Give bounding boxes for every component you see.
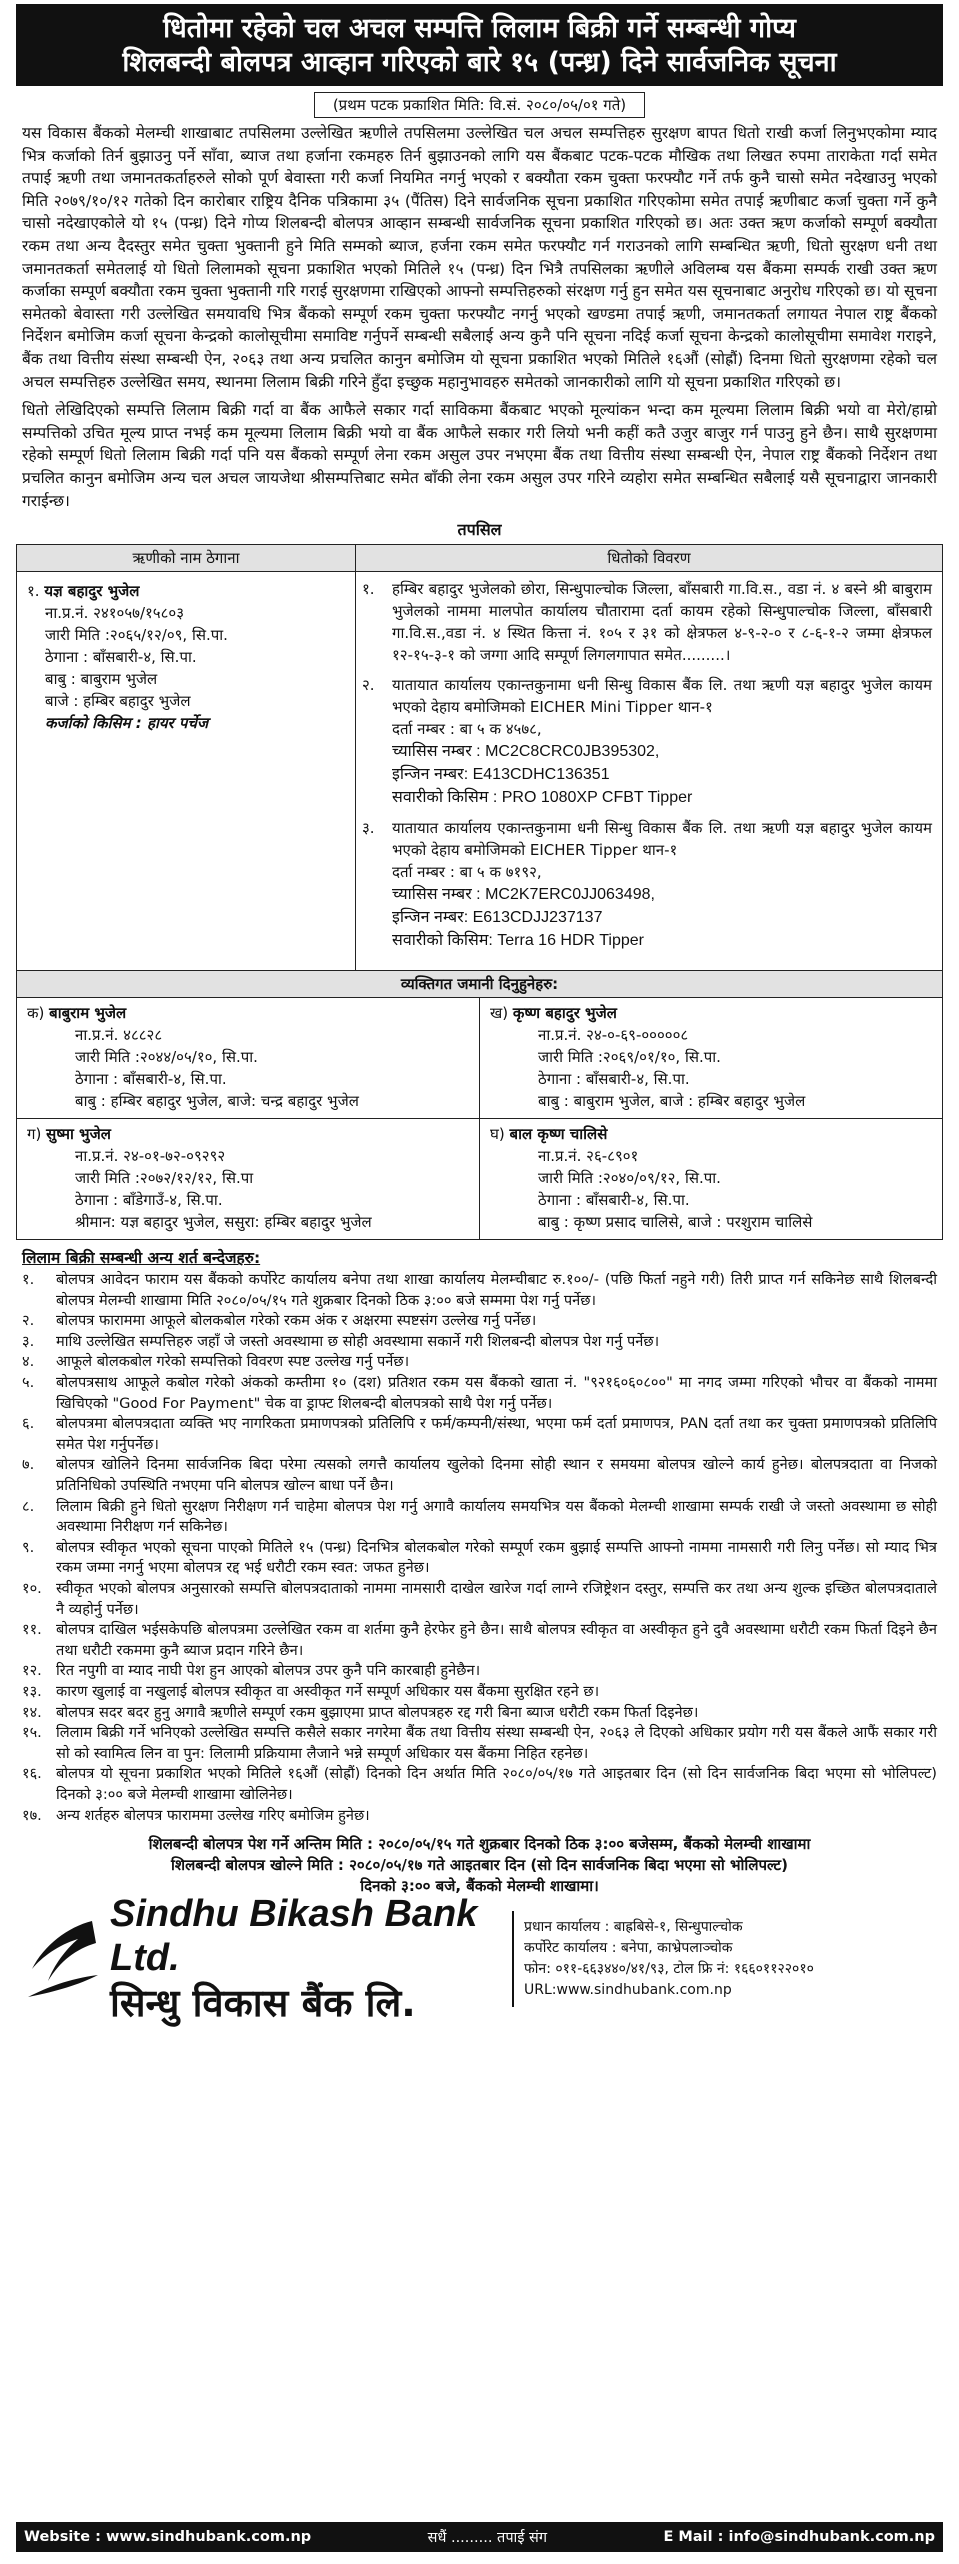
- condition-number: १.: [22, 1271, 35, 1289]
- divider: [512, 1911, 514, 2007]
- title-line-1: धितोमा रहेको चल अचल सम्पत्ति लिलाम बिक्री गर्ने सम्बन्धी गोप्य: [163, 13, 796, 44]
- guarantor-card: घ) बाल कृष्ण चालिसे ना.प्र.नं. २६-८९०१ जारी मिति :२०४०/०९/१२, सि.पा. ठेगाना : बाँसबारी-४, सि.पा. बाबु : कृष्ण प्रसाद चालिसे, बाजे : परशुराम चालिसे: [480, 1119, 943, 1240]
- vehicle-reg: दर्ता नम्बर : बा ५ क ४५७८,: [392, 720, 542, 739]
- vehicle-model: सवारीको किसिम : PRO 1080XP CFBT Tipper: [392, 789, 693, 807]
- condition-text: बोलपत्र आवेदन फाराम यस बैंकको कर्पोरेट कार्यालय बनेपा तथा शाखा कार्यालय मेलम्चीबाट रु.१००/- (पछि फिर्ता नहुने गरी) तिरी प्राप्त गर्न सकिनेछ साथै शिलबन्दी बोलपत्र मेलम्ची शाखामा मिति २०८०/०५/१५ गते शुक्रबार दिनको ठिक ३:०० बजे सम्ममा पेश गर्नु पर्नेछ।: [56, 1271, 937, 1309]
- corporate-office: कर्पोरेट कार्यालय : बनेपा, काभ्रेपलाञ्चोक: [524, 1940, 733, 1957]
- head-office: प्रधान कार्यालय : बाह्रबिसे-१, सिन्धुपाल्चोक: [524, 1919, 743, 1936]
- condition-item: [22, 1764, 937, 1805]
- bank-name-nepali: सिन्धु विकास बैंक लि.: [110, 1981, 416, 2026]
- guarantor-card: ख) कृष्ण बहादुर भुजेल ना.प्र.नं. २४-०-६९-०००००८ जारी मिति :२०६९/०१/१०, सि.पा. ठेगाना : बाँसबारी-४, सि.पा. बाबु : बाबुराम भुजेल, बाजे : हम्बिर बहादुर भुजेल: [480, 998, 943, 1119]
- condition-number: १०.: [22, 1580, 42, 1597]
- guarantor-row: [17, 1119, 943, 1240]
- condition-text: आफूले बोलकबोल गरेको सम्पत्तिको विवरण स्पष्ट उल्लेख गर्नु पर्नेछ।: [56, 1353, 410, 1371]
- guarantor-card: ग) सुष्मा भुजेल ना.प्र.नं. २४-०१-७२-०९२९२ जारी मिति :२०७२/१२/१२, सि.पा ठेगाना : बाँडेगाउँ-४, सि.पा. श्रीमान: यज्ञ बहादुर भुजेल, ससुरा: हम्बिर बहादुर भुजेल: [17, 1119, 480, 1240]
- title-line-2: शिलबन्दी बोलपत्र आव्हान गरिएको बारे १५ (पन्ध्र) दिने सार्वजनिक सूचना: [122, 47, 837, 78]
- borrower-address: ठेगाना : बाँसबारी-४, सि.पा.: [45, 648, 197, 667]
- condition-item: [22, 1661, 937, 1682]
- phone: फोन: ०११-६६३४४०/४१/९३, टोल फ्रि नं: १६६०११२२०१०: [524, 1961, 814, 1978]
- condition-number: १३.: [22, 1682, 42, 1700]
- collateral-item: २. यातायात कार्यालय एकान्तकुनामा धनी सिन्धु विकास बैंक लि. तथा ऋणी यज्ञ बहादुर भुजेल कायम भएको देहाय बमोजिमको EICHER Mini Tipper थान-१ दर्ता नम्बर : बा ५ क ४५७८, च्यासिस नम्बर : MC2C8CRC0JB395302, इन्जिन नम्बर: E413CDHC136351 सवारीको किसिम : PRO 1080XP CFBT Tipper: [362, 676, 932, 807]
- condition-number: ९.: [22, 1538, 35, 1556]
- schedule-caption: तपसिल: [457, 520, 502, 540]
- guarantor-table: [16, 971, 943, 1240]
- condition-text: बोलपत्र स्वीकृत भएको सूचना पाएको मितिले १५ (पन्ध्र) दिनभित्र बोलकबोल गरेको सम्पूर्ण रकम बुझाई सम्पत्ति आफ्नो नाममा नामसारी गरी लिनु पर्नेछ। सो म्याद भित्र रकम जम्मा नगर्नु भएमा बोलपत्र रद्द भई धरौटी रकम स्वत: जफत हुनेछ।: [56, 1538, 937, 1577]
- condition-number: २.: [22, 1312, 35, 1330]
- borrower-loan-type: कर्जाको किसिम : हायर पर्चेज: [45, 714, 209, 733]
- condition-text: अन्य शर्तहरु बोलपत्र फाराममा उल्लेख गरिए बमोजिम हुनेछ।: [56, 1806, 370, 1824]
- condition-text: बोलपत्र खोलिने दिनमा सार्वजनिक बिदा परेमा त्यसको लगत्तै कार्यालय खुलेको दिनमा सोही स्थान र समयमा बोलपत्र खोल्ने कार्य हुनेछ। बोलपत्रदाता वा निजको प्रतिनिधिको उपस्थिति नभएमा पनि बोलपत्र खोल्न बाधा पर्ने छैन।: [56, 1456, 937, 1495]
- guarantor-name: कृष्ण बहादुर भुजेल: [512, 1004, 617, 1023]
- condition-number: ५.: [22, 1374, 35, 1392]
- condition-item: [22, 1723, 937, 1764]
- borrower-father: बाबु : बाबुराम भुजेल: [45, 670, 158, 689]
- condition-text: कारण खुलाई वा नखुलाई बोलपत्र स्वीकृत वा अस्वीकृत गर्ने सम्पूर्ण अधिकार यस बैंकमा सुरक्षित रहने छ।: [56, 1682, 600, 1700]
- vehicle-chassis: च्यासिस नम्बर : MC2K7ERC0JJ063498,: [392, 886, 655, 904]
- guarantor-name: बाबुराम भुजेल: [49, 1004, 127, 1023]
- condition-text: बोलपत्र दाखिल भईसकेपछि बोलपत्रमा उल्लेखित रकम वा शर्तमा कुनै हेरफेर हुने छैन। साथै बोलपत्र स्वीकृत वा अस्वीकृत हुने दुवै अवस्थामा धरौटी रकम फिर्ता दिइने छैन तथा धरौटी रकममा कुनै ब्याज प्रदान गरिने छैन।: [56, 1621, 937, 1659]
- guarantor-caption: व्यक्तिगत जमानी दिनुहुनेहरु:: [17, 971, 943, 998]
- collateral-item: ३. यातायात कार्यालय एकान्तकुनामा धनी सिन्धु विकास बैंक लि. तथा ऋणी यज्ञ बहादुर भुजेल कायम भएको देहाय बमोजिमको EICHER Tipper थान-१ दर्ता नम्बर : बा ५ क ७१९२, च्यासिस नम्बर : MC2K7ERC0JJ063498, इन्जिन नम्बर: E613CDJJ237137 सवारीको किसिम: Terra 16 HDR Tipper: [362, 819, 932, 950]
- condition-item: [22, 1414, 937, 1455]
- condition-number: ४.: [22, 1353, 35, 1371]
- condition-number: १६.: [22, 1765, 42, 1783]
- vehicle-reg: दर्ता नम्बर : बा ५ क ७१९२,: [392, 863, 542, 882]
- schedule-row: [17, 572, 943, 971]
- conditions-list: [16, 1270, 943, 1826]
- condition-text: बोलपत्रमा बोलपत्रदाता व्यक्ति भए नागरिकता प्रमाणपत्रको प्रतिलिपि र फर्म/कम्पनी/संस्था, भएमा फर्म दर्ता प्रमाणपत्र, PAN दर्ता तथा कर चुक्ता प्रमाणपत्रको प्रतिलिपि समेत पेश गर्नुपर्नेछ।: [56, 1415, 937, 1453]
- condition-item: [22, 1373, 937, 1414]
- vehicle-intro: यातायात कार्यालय एकान्तकुनामा धनी सिन्धु विकास बैंक लि. तथा ऋणी यज्ञ बहादुर भुजेल कायम भएको देहाय बमोजिमको EICHER Mini Tipper थान-१: [392, 676, 932, 717]
- condition-text: लिलाम बिक्री गर्ने भनिएको उल्लेखित सम्पत्ति कसैले सकार नगरेमा बैंक तथा वित्तीय संस्था सम्बन्धी ऐन, २०६३ ले दिएको अधिकार प्रयोग गरी यस बैंकले आफैं सकार गरी सो को स्वामित्व लिन वा पुन: लिलामी प्रक्रियामा लैजाने भन्ने सम्पूर्ण अधिकार यस बैंकमा निहित रहनेछ।: [56, 1724, 937, 1762]
- bank-name-english: Sindhu Bikash Bank Ltd.: [110, 1893, 478, 1980]
- opening-time: दिनको ३:०० बजे, बैंकको मेलम्ची शाखामा।: [360, 1877, 599, 1896]
- vehicle-chassis: च्यासिस नम्बर : MC2C8CRC0JB395302,: [392, 743, 660, 761]
- condition-item: [22, 1806, 937, 1827]
- condition-item: [22, 1311, 937, 1332]
- col-borrower-header: ऋणीको नाम ठेगाना: [17, 545, 356, 572]
- condition-item: [22, 1703, 937, 1724]
- opening-date: शिलबन्दी बोलपत्र खोल्ने मिति : २०८०/०५/१७ गते आइतबार दिन (सो दिन सार्वजनिक बिदा भएमा सो भोलिपल्ट): [171, 1856, 788, 1875]
- notice-page: [0, 4, 959, 2564]
- condition-text: स्वीकृत भएको बोलपत्र अनुसारको सम्पत्ति बोलपत्रदाताको नाममा नामसारी दाखेल खारेज गर्दा लाग्ने रजिष्ट्रेशन दस्तुर, सम्पत्ति कर तथा अन्य शुल्क इच्छित बोलपत्रदाताले नै व्यहोर्नु पर्नेछ।: [56, 1580, 937, 1618]
- deadline-box: [22, 1834, 937, 1897]
- condition-number: १५.: [22, 1724, 42, 1742]
- condition-number: ७.: [22, 1456, 35, 1474]
- vehicle-intro: यातायात कार्यालय एकान्तकुनामा धनी सिन्धु विकास बैंक लि. तथा ऋणी यज्ञ बहादुर भुजेल कायम भएको देहाय बमोजिमको EICHER Tipper थान-१: [392, 819, 932, 860]
- intro-paragraph: यस विकास बैंकको मेलम्ची शाखाबाट तपसिलमा उल्लेखित ऋणीले तपसिलमा उल्लेखित चल अचल सम्पत्तिहरु सुरक्षण बापत धितो राखी कर्जा लिनुभएकोमा म्याद भित्र कर्जाको तिर्न बुझाउनु पर्ने साँवा, ब्याज तथा हर्जाना रकमहरु तिर्न बुझाउनको लागि यस बैंकबाट पटक-पटक मौखिक तथा लिखत रुपमा ताराकेता गर्दा समेत तपाई ऋणी तथा जमानतकर्ताहरुले सोको पूर्ण बेवास्ता गरी कर्जा नियमित नगर्नु भएको र बक्यौता रकम चुक्ता फरफ्यौट गर्ने तर्फ कुनै चासो समेत नदेखाउनु भएको मिति २०७९/१०/१२ गतेको दिन कारोबार राष्ट्रिय दैनिक पत्रिकामा ३५ (पैंतिस) दिने सार्वजनिक सूचना प्रकाशित गरिएकोमा समेत तपाई ऋणीबाट कर्जा चुक्ता गर्ने कुनै चासो नदेखाएकोले यो १५ (पन्ध्र) दिने गोप्य शिलबन्दी बोलपत्र आव्हान सम्बन्धी सार्वजनिक सूचना प्रकाशित गरिएको छ। अतः उक्त ऋण कर्जाको सम्पूर्ण बक्यौता रकम तथा अन्य दैदस्तुर समेत चुक्ता भुक्तानी हुने मिति सम्मको ब्याज, हर्जना रकम समेत फरफ्यौट गर्न गराउनको लागि सम्बन्धित ऋणी, धितो सुरक्षण धनी तथा जमानतकर्ता समेतलाई यो धितो लिलामको सूचना प्रकाशित भएको मितिले १५ (पन्ध्र) दिन भित्रै तपसिलका ऋणीले अविलम्ब यस बैंकमा सम्पर्क राखी उक्त ऋण कर्जाका सम्पूर्ण बक्यौता रकम चुक्ता भुक्तानी गरि गराई सुरक्षणमा राखिएको आफ्नो सम्पत्तिहरुको संरक्षण गर्नु हुन समेत यस सूचनाबाट अनुरोध गरिएको छ। यो सूचना समेतको बेवास्ता गरी उल्लेखित समयावधि भित्र बैंकको सम्पूर्ण रकम चुक्ता फरफ्यौट नगर्नु भएको खण्डमा तपाई ऋणी, जमानतकर्ता लगायत नेपाल राष्ट्र बैंकको निर्देशन बमोजिम कर्जा सूचना केन्द्रको कालोसूचीमा समाविष्ट गर्नुपर्ने सम्बन्धी सबैलाई अन्य कुनै पनि सूचना नदिई कर्जा सूचना केन्द्रको कालोसूचीमा समावेश गराइने, बैंक तथा वित्तीय संस्था सम्बन्धी ऐन, २०६३ तथा अन्य प्रचलित कानुन बमोजिम यो सूचना प्रकाशित भएको मितिले १६औं (सोह्रौं) दिनमा धितो सुरक्षणमा रहेको चल अचल सम्पत्तिहरु उल्लेखित समय, स्थानमा लिलाम बिक्री गरिने हुँदा इच्छुक महानुभावहरु समेतको जानकारीको लागि यो सूचना प्रकाशित गरिएको छ।: [22, 124, 937, 391]
- bank-contact: [524, 1917, 814, 2001]
- notice-title: [16, 4, 943, 86]
- condition-item: [22, 1497, 937, 1538]
- condition-text: बोलपत्रसाथ आफूले कबोल गरेको अंकको कम्तीमा १० (दश) प्रतिशत रकम यस बैंकको खाता नं. "९२१६०६०८००" मा नगद जम्मा गरिएको भौचर वा बैंकको नाममा खिचिएको "Good For Payment" चेक वा ड्राफ्ट शिलबन्दी बोलपत्रको साथै पेश गर्नु पर्नेछ।: [56, 1374, 937, 1412]
- footer-email: E Mail : info@sindhubank.com.np: [663, 2529, 935, 2545]
- collateral-item: १. हम्बिर बहादुर भुजेलको छोरा, सिन्धुपाल्चोक जिल्ला, बाँसबारी गा.वि.स., वडा नं. ४ बस्ने श्री बाबुराम भुजेलको नाममा मालपोत कार्यालय चौतारामा दर्ता कायम रहेको सिन्धुपाल्चोक जिल्ला, बाँसबारी गा.वि.स.,वडा नं. ४ स्थित कित्ता नं. १०५ र ३१ को क्षेत्रफल ४-९-२-० र ८-६-१-२ जम्मा क्षेत्रफल १२-१५-३-१ को जग्गा आदि सम्पूर्ण लिगलगापात समेत.........।: [362, 580, 932, 665]
- vehicle-engine: इन्जिन नम्बर: E413CDHC136351: [392, 766, 610, 784]
- condition-number: ८.: [22, 1497, 35, 1515]
- condition-number: ११.: [22, 1621, 42, 1639]
- condition-number: १४.: [22, 1703, 42, 1721]
- land-description: हम्बिर बहादुर भुजेलको छोरा, सिन्धुपाल्चोक जिल्ला, बाँसबारी गा.वि.स., वडा नं. ४ बस्ने श्री बाबुराम भुजेलको नाममा मालपोत कार्यालय चौतारामा दर्ता कायम रहेको सिन्धुपाल्चोक जिल्ला, बाँसबारी गा.वि.स.,वडा नं. ४ स्थित कित्ता नं. १०५ र ३१ को क्षेत्रफल ४-९-२-० र ८-६-१-२ जम्मा क्षेत्रफल १२-१५-३-१ को जग्गा आदि सम्पूर्ण लिगलगापात समेत.........।: [392, 580, 932, 665]
- borrower-cell: १. यज्ञ बहादुर भुजेल ना.प्र.नं. २४१०५७/१५८०३ जारी मिति :२०६५/१२/०९, सि.पा. ठेगाना : बाँसबारी-४, सि.पा. बाबु : बाबुराम भुजेल बाजे : हम्बिर बहादुर भुजेल कर्जाको किसिम : हायर पर्चेज: [17, 572, 356, 971]
- guarantor-name: सुष्मा भुजेल: [46, 1125, 111, 1144]
- footer-slogan: सधैं ......... तपाई संग: [427, 2530, 548, 2546]
- guarantor-name: बाल कृष्ण चालिसे: [509, 1125, 608, 1144]
- schedule-header-row: [17, 545, 943, 572]
- borrower-citizenship: ना.प्र.नं. २४१०५७/१५८०३: [45, 604, 184, 623]
- bank-logo-icon: [22, 1917, 104, 2001]
- schedule-table: [16, 544, 943, 971]
- condition-text: बोलपत्र सदर बदर हुनु अगावै ऋणीले सम्पूर्ण रकम बुझाएमा प्राप्त बोलपत्रहरु रद्द गरी बिना ब्याज धरौटी रकम फिर्ता दिइनेछ।: [56, 1703, 699, 1721]
- condition-item: [22, 1352, 937, 1373]
- vehicle-model: सवारीको किसिम: Terra 16 HDR Tipper: [392, 932, 644, 950]
- submission-deadline: शिलबन्दी बोलपत्र पेश गर्ने अन्तिम मिति : २०८०/०५/१५ गते शुक्रबार दिनको ठिक ३:०० बजेसम्म, बैंकको मेलम्ची शाखामा: [148, 1835, 811, 1854]
- condition-number: ६.: [22, 1415, 35, 1433]
- condition-text: बोलपत्र यो सूचना प्रकाशित भएको मितिले १६औं (सोह्रौं) दिनको दिन अर्थात मिति २०८०/०५/१७ गते आइतबार दिन (सो दिन सार्वजनिक बिदा भएमा सो भोलिपल्ट) दिनको ३:०० बजे मेलम्ची शाखामा खोलिनेछ।: [56, 1765, 937, 1803]
- footer-website: Website : www.sindhubank.com.np: [24, 2529, 312, 2545]
- condition-text: रित नपुगी वा म्याद नाघी पेश हुन आएको बोलपत्र उपर कुनै पनि कारबाही हुनेछैन।: [56, 1662, 481, 1680]
- auction-terms-paragraph: धितो लेखिदिएको सम्पत्ति लिलाम बिक्री गर्दा वा बैंक आफैले सकार गर्दा साविकमा बैंकबाट भएको मूल्यांकन भन्दा कम मूल्यमा लिलाम बिक्री भयो वा मेरो/हाम्रो सम्पत्तिको उचित मूल्य प्राप्त नभई कम मूल्यमा लिलाम बिक्री भयो वा बैंक आफैले सकार गरी लियो भनी कहीं कतै उजुर बाजुर गर्न पाउनु हुने छैन। साथै सुरक्षणमा रहेको सम्पूर्ण धितो लिलाम बिक्री गर्दा पनि यस बैंकको सम्पूर्ण लेना रकम असुल उपर नभएमा बैंक तथा वित्तीय संस्था सम्बन्धी ऐन, नेपाल राष्ट्र बैंकको निर्देशन तथा प्रचलित कानुन बमोजिम अन्य चल अचल जायजेथा श्रीसम्पत्तिबाट समेत बाँकी लेना रकम असुल उपर गरिने व्यहोरा समेत सम्बन्धित सबैलाई यसै सूचनाद्वारा जानकारी गराईन्छ।: [22, 401, 937, 510]
- footer-bar: [16, 2522, 943, 2552]
- condition-text: माथि उल्लेखित सम्पत्तिहरु जहाँ जे जस्तो अवस्थामा छ सोही अवस्थामा सकार्ने गरी शिलबन्दी बोलपत्र पेश गर्नु पर्नेछ।: [56, 1332, 660, 1350]
- condition-item: [22, 1579, 937, 1620]
- first-publish-date: (प्रथम पटक प्रकाशित मिति: वि.सं. २०८०/०५/०१ गते): [16, 92, 943, 118]
- vehicle-engine: इन्जिन नम्बर: E613CDJJ237137: [392, 909, 603, 927]
- bank-url: URL:www.sindhubank.com.np: [524, 1982, 732, 1999]
- borrower-name: यज्ञ बहादुर भुजेल: [44, 582, 140, 601]
- condition-text: बोलपत्र फाराममा आफूले बोलकबोल गरेको रकम अंक र अक्षरमा स्पष्टसंग उल्लेख गर्नु पर्नेछ।: [56, 1312, 537, 1330]
- guarantor-row: [17, 998, 943, 1119]
- condition-number: ३.: [22, 1332, 35, 1350]
- condition-item: [22, 1455, 937, 1496]
- conditions-title: लिलाम बिक्री सम्बन्धी अन्य शर्त बन्देजहरु:: [22, 1249, 261, 1268]
- guarantor-card: क) बाबुराम भुजेल ना.प्र.नं. ४८८२८ जारी मिति :२०४४/०५/१०, सि.पा. ठेगाना : बाँसबारी-४, सि.पा. बाबु : हम्बिर बहादुर भुजेल, बाजे: चन्द्र बहादुर भुजेल: [17, 998, 480, 1119]
- condition-item: [22, 1682, 937, 1703]
- condition-number: १७.: [22, 1806, 42, 1824]
- collateral-cell: [356, 572, 943, 971]
- bank-name: [110, 1892, 490, 2026]
- condition-item: [22, 1270, 937, 1311]
- borrower-issued: जारी मिति :२०६५/१२/०९, सि.पा.: [45, 626, 228, 645]
- condition-item: [22, 1332, 937, 1353]
- condition-number: १२.: [22, 1662, 42, 1680]
- col-collateral-header: धितोको विवरण: [356, 545, 943, 572]
- borrower-grandfather: बाजे : हम्बिर बहादुर भुजेल: [45, 692, 191, 711]
- condition-item: [22, 1620, 937, 1661]
- condition-text: लिलाम बिक्री हुने धितो सुरक्षण निरीक्षण गर्न चाहेमा बोलपत्र पेश गर्नु अगावै कार्यालय समयभित्र यस बैंकको मेलम्ची शाखामा सम्पर्क राखी जे जस्तो अवस्थामा छ सोही अवस्थामा निरीक्षण गर्न सकिनेछ।: [56, 1497, 937, 1536]
- bank-signature-block: [22, 1893, 937, 2026]
- condition-item: [22, 1538, 937, 1579]
